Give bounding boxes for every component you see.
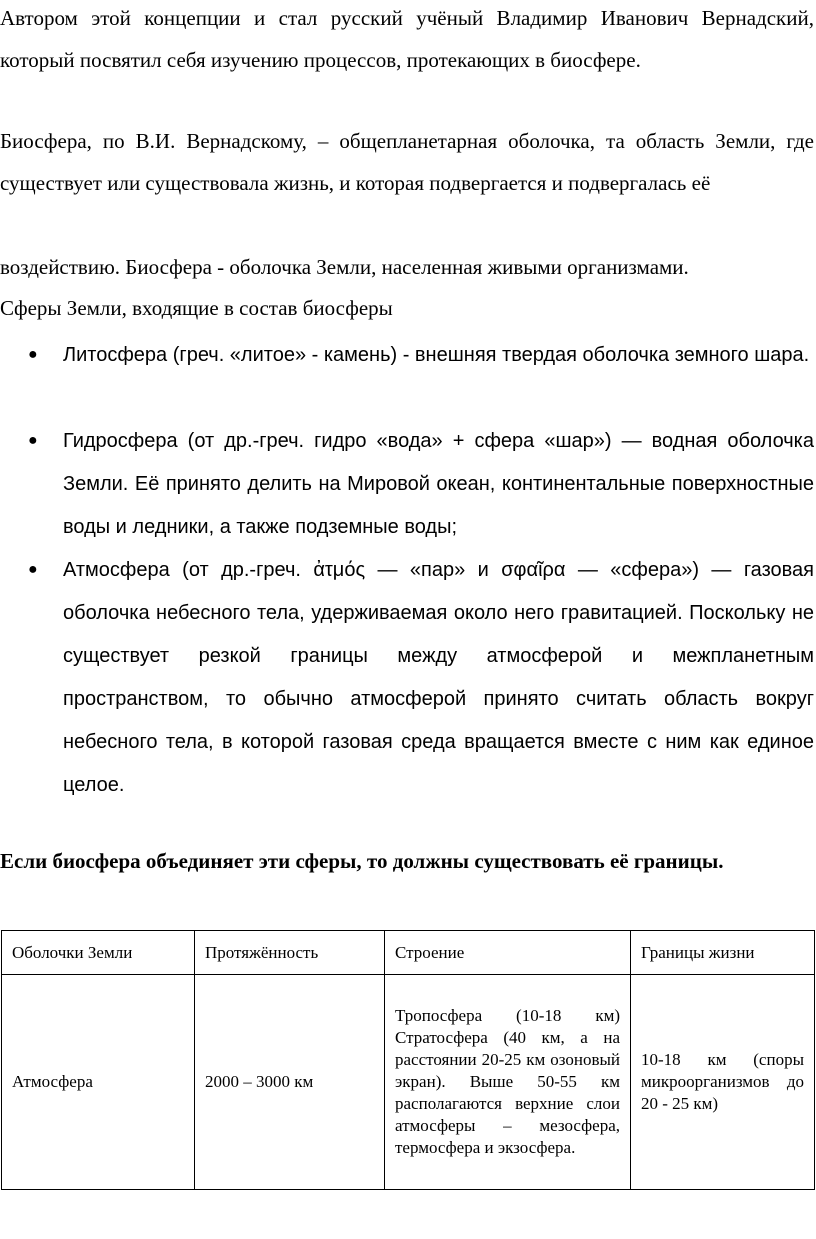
table-header-cell: Протяжённость [195, 931, 385, 975]
bullet-hydrosphere: Гидросфера (от др.-греч. гидро «вода» + сфера «шар») — водная оболочка Земли. Её принято делить на Мировой океан, континентальные поверхностные воды и ледники, а также подземные воды; [63, 430, 814, 538]
paragraph-biosphere-impact: воздействию. Биосфера - оболочка Земли, населенная живыми организмами. [0, 255, 689, 279]
bullet-icon: ● [28, 561, 38, 578]
bold-heading: Если биосфера объединяет эти сферы, то должны существовать её границы. [0, 849, 724, 873]
table-header-cell: Оболочки Земли [2, 931, 195, 975]
table-header-row [2, 931, 815, 975]
paragraph-vernadsky-author: Автором этой концепции и стал русский учёный Владимир Иванович Вернадский, который посвятил себя изучению процессов, протекающих в биосфере. [0, 6, 814, 72]
earth-shells-table [1, 930, 815, 1190]
table-header-cell: Строение [385, 931, 631, 975]
table-cell-life-limits: 10-18 км (споры микроорганизмов до 20 - 25 км) [631, 975, 815, 1190]
paragraph-biosphere-definition: Биосфера, по В.И. Вернадскому, – общепланетарная оболочка, та область Земли, где существует или существовала жизнь, и которая подвергается и подвергалась её [0, 129, 814, 195]
paragraph-earth-spheres: Сферы Земли, входящие в состав биосферы [0, 296, 393, 320]
bullet-icon: ● [28, 432, 38, 449]
table-row [2, 975, 815, 1190]
table-cell-structure: Тропосфера (10-18 км) Стратосфера (40 км, а на расстоянии 20-25 км озоновый экран). Выше 50-55 км располагаются верхние слои атмосферы – мезосфера, термосфера и экзосфера. [385, 975, 631, 1190]
table-cell-shell: Атмосфера [2, 975, 195, 1190]
bullet-lithosphere: Литосфера (греч. «литое» - камень) - внешняя твердая оболочка земного шара. [63, 344, 810, 366]
table-header-cell: Границы жизни [631, 931, 815, 975]
bullet-icon: ● [28, 346, 38, 363]
table-cell-extent: 2000 – 3000 км [195, 975, 385, 1190]
bullet-atmosphere: Атмосфера (от др.-греч. ἀτμός — «пар» и σφαῖρα — «сфера») — газовая оболочка небесного тела, удерживаемая около него гравитацией. Поскольку не существует резкой границы между атмосферой и межпланетным пространством, то обычно атмосферой принято считать область вокруг небесного тела, в которой газовая среда вращается вместе с ним как единое целое. [63, 559, 814, 796]
